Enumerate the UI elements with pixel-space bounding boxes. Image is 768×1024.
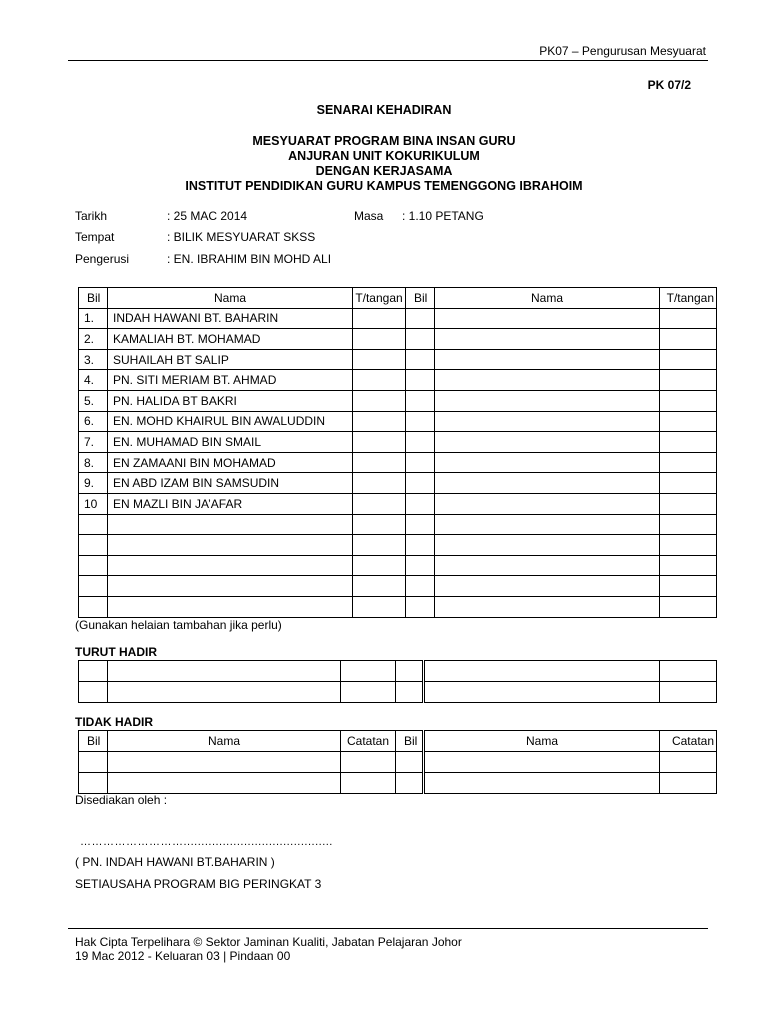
nama-header: Nama <box>435 288 660 309</box>
table-row <box>79 349 717 370</box>
document-reference: PK07 – Pengurusan Mesyuarat <box>539 44 706 58</box>
copyright-notice: Hak Cipta Terpelihara © Sektor Jaminan Kualiti, Jabatan Pelajaran Johor <box>75 935 462 949</box>
table-cell <box>79 682 108 703</box>
nama-cell <box>435 452 660 473</box>
signature-cell <box>660 349 717 370</box>
bil-cell <box>406 452 435 473</box>
signature-cell <box>660 576 717 597</box>
bil-cell: 10 <box>79 493 108 514</box>
nama-cell: EN ZAMAANI BIN MOHAMAD <box>108 452 353 473</box>
table-cell <box>79 773 108 794</box>
nama-cell: EN MAZLI BIN JA’AFAR <box>108 493 353 514</box>
signature-cell <box>353 308 406 329</box>
list-title: SENARAI KEHADIRAN <box>316 103 452 117</box>
bil-cell <box>406 555 435 576</box>
catatan-header: Catatan <box>341 731 396 752</box>
table-row <box>79 682 717 703</box>
bil-cell <box>406 473 435 494</box>
bil-cell <box>79 555 108 576</box>
bil-header: Bil <box>406 288 435 309</box>
signature-cell <box>353 452 406 473</box>
bil-header: Bil <box>79 731 108 752</box>
turut-hadir-table <box>78 660 717 703</box>
signature-cell <box>660 308 717 329</box>
nama-cell: PN. SITI MERIAM BT. AHMAD <box>108 370 353 391</box>
table-cell <box>108 682 341 703</box>
nama-cell <box>435 473 660 494</box>
bil-cell: 5. <box>79 390 108 411</box>
attendance-header-row <box>79 288 717 309</box>
nama-cell: INDAH HAWANI BT. BAHARIN <box>108 308 353 329</box>
form-code: PK 07/2 <box>647 78 691 92</box>
secretary-name: ( PN. INDAH HAWANI BT.BAHARIN ) <box>75 855 275 869</box>
table-cell <box>660 752 717 773</box>
institute-line: INSTITUT PENDIDIKAN GURU KAMPUS TEMENGGONG IBRAHOIM <box>185 179 583 193</box>
signature-cell <box>353 349 406 370</box>
signature-cell <box>660 493 717 514</box>
bil-cell <box>406 432 435 453</box>
nama-cell <box>108 535 353 556</box>
table-row <box>79 452 717 473</box>
table-row <box>79 752 717 773</box>
table-cell <box>341 773 396 794</box>
table-row <box>79 473 717 494</box>
table-cell <box>424 682 660 703</box>
tempat-value: : BILIK MESYUARAT SKSS <box>167 230 316 244</box>
bil-cell: 3. <box>79 349 108 370</box>
table-cell <box>79 661 108 682</box>
table-cell <box>396 682 424 703</box>
signature-cell <box>660 535 717 556</box>
signature-cell <box>353 555 406 576</box>
header-divider <box>68 60 708 61</box>
nama-cell <box>435 576 660 597</box>
table-row <box>79 773 717 794</box>
collaboration-line: DENGAN KERJASAMA <box>315 164 453 178</box>
nama-cell <box>435 596 660 617</box>
nama-header: Nama <box>108 288 353 309</box>
catatan-header: Catatan <box>660 731 717 752</box>
table-cell <box>424 661 660 682</box>
signature-cell <box>353 390 406 411</box>
nama-header: Nama <box>108 731 341 752</box>
table-cell <box>341 661 396 682</box>
signature-cell <box>353 411 406 432</box>
table-cell <box>424 752 660 773</box>
nama-cell <box>435 514 660 535</box>
tidak-hadir-label: TIDAK HADIR <box>75 715 153 729</box>
table-row <box>79 535 717 556</box>
nama-cell <box>108 596 353 617</box>
table-cell <box>341 682 396 703</box>
bil-cell <box>406 596 435 617</box>
table-row <box>79 555 717 576</box>
table-cell <box>341 752 396 773</box>
signature-cell <box>353 329 406 350</box>
nama-cell <box>435 349 660 370</box>
signature-cell <box>353 576 406 597</box>
table-row <box>79 370 717 391</box>
meeting-title-block <box>0 134 768 194</box>
signature-cell <box>660 473 717 494</box>
signature-cell <box>353 514 406 535</box>
signature-cell <box>660 514 717 535</box>
nama-cell: EN ABD IZAM BIN SAMSUDIN <box>108 473 353 494</box>
signature-cell <box>660 390 717 411</box>
bil-cell <box>406 411 435 432</box>
nama-cell <box>435 370 660 391</box>
signature-cell <box>660 596 717 617</box>
nama-header: Nama <box>424 731 660 752</box>
prepared-by-label: Disediakan oleh : <box>75 793 168 807</box>
bil-cell: 8. <box>79 452 108 473</box>
signature-cell <box>353 535 406 556</box>
extra-sheet-note: (Gunakan helaian tambahan jika perlu) <box>75 618 282 632</box>
tidak-hadir-table <box>78 730 717 794</box>
table-row <box>79 493 717 514</box>
attendance-rows <box>79 308 717 617</box>
nama-cell <box>108 555 353 576</box>
tarikh-value: : 25 MAC 2014 <box>167 209 248 223</box>
table-cell <box>108 752 341 773</box>
bil-cell <box>406 493 435 514</box>
tidak-hadir-header-row <box>79 731 717 752</box>
table-cell <box>660 773 717 794</box>
secretary-position: SETIAUSAHA PROGRAM BIG PERINGKAT 3 <box>75 877 322 891</box>
signature-cell <box>660 329 717 350</box>
bil-cell: 1. <box>79 308 108 329</box>
table-row <box>79 432 717 453</box>
masa-value: : 1.10 PETANG <box>402 209 484 223</box>
signature-cell <box>660 411 717 432</box>
bil-cell <box>406 370 435 391</box>
bil-cell <box>79 535 108 556</box>
table-cell <box>396 752 424 773</box>
table-cell <box>660 661 717 682</box>
nama-cell <box>108 514 353 535</box>
nama-cell: EN. MOHD KHAIRUL BIN AWALUDDIN <box>108 411 353 432</box>
signature-cell <box>660 452 717 473</box>
attendance-table <box>78 287 717 618</box>
signature-cell <box>353 473 406 494</box>
nama-cell <box>435 390 660 411</box>
tarikh-label: Tarikh <box>75 209 108 223</box>
bil-header: Bil <box>79 288 108 309</box>
masa-label: Masa <box>354 209 384 223</box>
bil-cell: 9. <box>79 473 108 494</box>
table-cell <box>424 773 660 794</box>
table-row <box>79 411 717 432</box>
turut-hadir-label: TURUT HADIR <box>75 645 157 659</box>
nama-cell <box>435 555 660 576</box>
table-row <box>79 390 717 411</box>
pengerusi-value: : EN. IBRAHIM BIN MOHD ALI <box>167 252 332 266</box>
nama-cell <box>435 493 660 514</box>
footer-divider <box>68 928 708 929</box>
bil-cell: 6. <box>79 411 108 432</box>
signature-cell <box>660 370 717 391</box>
signature-cell <box>353 432 406 453</box>
table-row <box>79 576 717 597</box>
nama-cell: KAMALIAH BT. MOHAMAD <box>108 329 353 350</box>
signature-line: ……………………….......................................... <box>80 836 333 848</box>
tempat-label: Tempat <box>75 230 115 244</box>
signature-cell <box>353 370 406 391</box>
nama-cell <box>435 535 660 556</box>
bil-cell: 7. <box>79 432 108 453</box>
signature-cell <box>660 432 717 453</box>
bil-cell <box>79 596 108 617</box>
nama-cell <box>435 432 660 453</box>
bil-cell <box>406 349 435 370</box>
table-cell <box>108 773 341 794</box>
table-row <box>79 661 717 682</box>
bil-cell <box>406 576 435 597</box>
bil-cell <box>406 535 435 556</box>
table-cell <box>79 752 108 773</box>
signature-header: T/tangan <box>353 288 406 309</box>
table-row <box>79 308 717 329</box>
signature-cell <box>353 596 406 617</box>
bil-cell: 2. <box>79 329 108 350</box>
signature-header: T/tangan <box>660 288 717 309</box>
table-cell <box>396 661 424 682</box>
bil-cell <box>406 514 435 535</box>
bil-cell: 4. <box>79 370 108 391</box>
bil-cell <box>406 390 435 411</box>
table-row <box>79 514 717 535</box>
meeting-title-line: MESYUARAT PROGRAM BINA INSAN GURU <box>252 134 516 148</box>
organizer-line: ANJURAN UNIT KOKURIKULUM <box>288 149 480 163</box>
table-cell <box>396 773 424 794</box>
pengerusi-label: Pengerusi <box>75 252 130 266</box>
nama-cell <box>435 329 660 350</box>
table-row <box>79 596 717 617</box>
table-cell <box>108 661 341 682</box>
nama-cell <box>435 411 660 432</box>
nama-cell <box>435 308 660 329</box>
signature-cell <box>353 493 406 514</box>
nama-cell: PN. HALIDA BT BAKRI <box>108 390 353 411</box>
bil-header: Bil <box>396 731 424 752</box>
bil-cell <box>79 576 108 597</box>
bil-cell <box>406 308 435 329</box>
nama-cell <box>108 576 353 597</box>
version-info: 19 Mac 2012 - Keluaran 03 | Pindaan 00 <box>75 949 291 963</box>
table-cell <box>660 682 717 703</box>
nama-cell: EN. MUHAMAD BIN SMAIL <box>108 432 353 453</box>
bil-cell <box>406 329 435 350</box>
bil-cell <box>79 514 108 535</box>
nama-cell: SUHAILAH BT SALIP <box>108 349 353 370</box>
table-row <box>79 329 717 350</box>
signature-cell <box>660 555 717 576</box>
